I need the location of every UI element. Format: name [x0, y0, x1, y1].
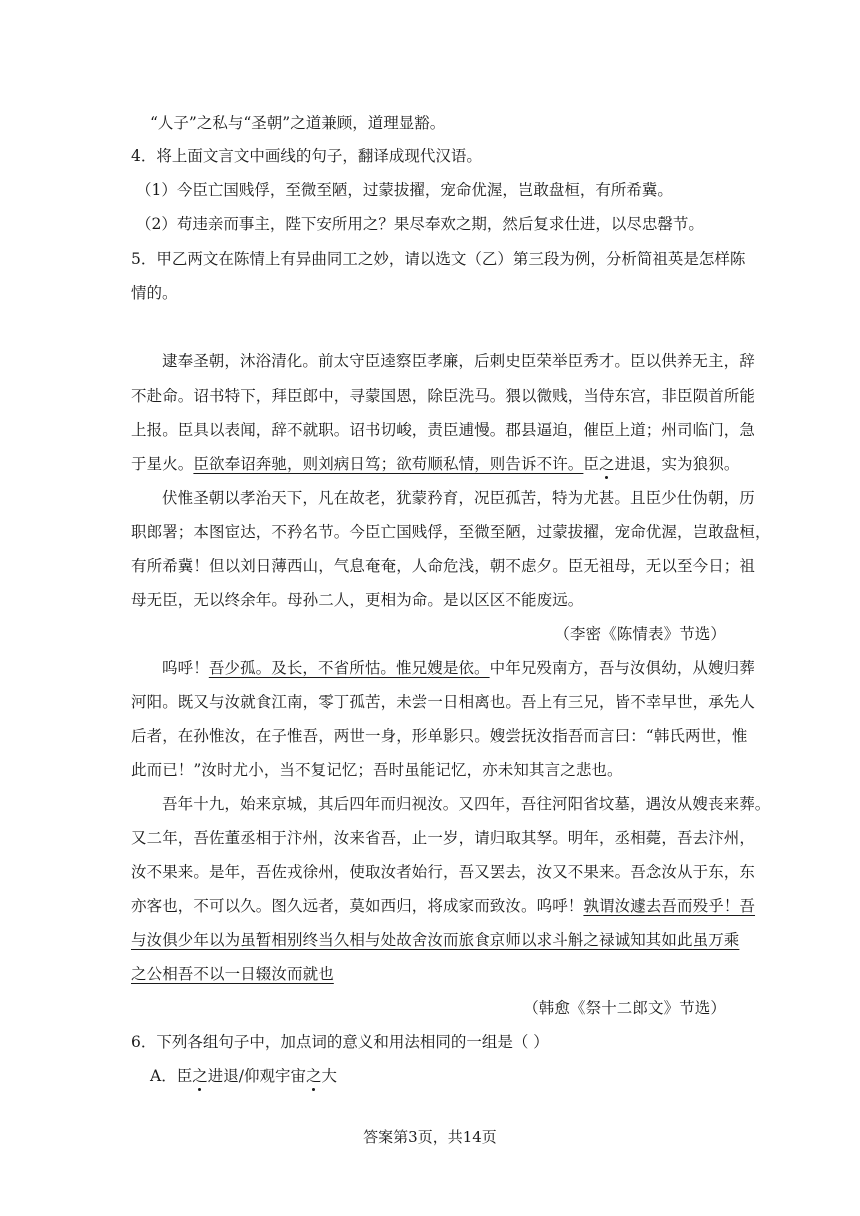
- passage-a-line-underlined: [131, 454, 739, 474]
- question-4-item-2: （2）苟违亲而事主，陛下安所用之？果尽奉欢之期，然后复求仕进，以尽忠罄节。: [136, 215, 704, 233]
- passage-b-line-underlined: [162, 658, 755, 678]
- passage-b-line: 汝不果来。是年，吾佐戎徐州，使取汝者始行，吾又罢去，汝又不果来。吾念汝从于东，东: [131, 863, 756, 881]
- text-segment: 亦客也，不可以久。图久远者，莫如西归，将成家而致汝。呜呼！: [131, 897, 584, 915]
- underlined-sentence: 臣欲奉诏奔驰，则刘病日笃；欲苟顺私情，则告诉不许。: [193, 455, 584, 473]
- passage-b-line: 此而已！”汝时尤小，当不复记忆；吾时虽能记忆，亦未知其言之悲也。: [131, 761, 623, 779]
- passage-a-line: 母无臣，无以终余年。母孙二人，更相为命。是以区区不能废远。: [131, 591, 584, 609]
- passage-b-line: 后者，在孙惟汝，在子惟吾，两世一身，形单影只。嫂尝抚汝指吾而言曰：“韩氏两世，惟: [131, 727, 748, 745]
- text-segment: 臣: [176, 1067, 193, 1085]
- dotted-word: 之: [305, 1067, 322, 1085]
- question-4-item-1: （1）今臣亡国贱俘，至微至陋，过蒙拔擢，宠命优渥，岂敢盘桓，有所希冀。: [136, 181, 673, 199]
- page-footer: 答案第3页，共14页: [363, 1128, 497, 1146]
- text-segment: 大: [321, 1067, 337, 1085]
- top-note: “人子”之私与“圣朝”之道兼顾，道理显豁。: [150, 114, 446, 132]
- question-6-prompt: 6．下列各组句子中，加点词的意义和用法相同的一组是（ ）: [131, 1033, 549, 1051]
- text-segment: 于星火。: [131, 455, 194, 473]
- text-segment: 进退，实为狼狈。: [614, 455, 740, 473]
- passage-a-source: （李密《陈情表》节选）: [554, 625, 726, 643]
- dotted-word: 之: [192, 1067, 208, 1085]
- passage-a-line: 不赴命。诏书特下，拜臣郎中，寻蒙国恩，除臣洗马。猥以微贱，当侍东宫，非臣陨首所能: [131, 387, 756, 405]
- passage-a-line: 上报。臣具以表闻，辞不就职。诏书切峻，责臣逋慢。郡县逼迫，催臣上道；州司临门，急: [131, 421, 756, 439]
- underlined-sentence: 与汝俱少年以为虽暂相别终当久相与处故舍汝而旅食京师以求斗斛之禄诚知其如此虽万乘: [131, 931, 740, 949]
- passage-a-line: 伏惟圣朝以孝治天下，凡在故老，犹蒙矜育，况臣孤苦，特为尤甚。且臣少仕伪朝，历: [162, 489, 755, 507]
- underlined-sentence: 之公相吾不以一日辍汝而就也: [131, 965, 334, 983]
- text-segment: 中年兄殁南方，吾与汝俱幼，从嫂归葬: [489, 659, 755, 677]
- text-segment: 呜呼！: [162, 659, 209, 677]
- question-5-line-2: 情的。: [131, 284, 178, 302]
- passage-b-source: （韩愈《祭十二郎文》节选）: [523, 999, 726, 1017]
- passage-a-line: 有所希冀！但以刘日薄西山，气息奄奄，人命危浅，朝不虑夕。臣无祖母，无以至今日；祖: [131, 557, 756, 575]
- passage-b-line-underlined: [131, 896, 755, 916]
- question-5-line-1: 5．甲乙两文在陈情上有异曲同工之妙，请以选文（乙）第三段为例，分析简祖英是怎样陈: [131, 250, 746, 268]
- underlined-sentence: 孰谓汝遽去吾而殁乎！吾: [583, 897, 756, 915]
- passage-b-line: 河阳。既又与汝就食江南，零丁孤苦，未尝一日相离也。吾上有三兄，皆不幸早世，承先人: [131, 693, 756, 711]
- option-label: A．: [150, 1067, 177, 1085]
- question-4-prompt: 4．将上面文言文中画线的句子，翻译成现代汉语。: [131, 147, 482, 165]
- dotted-word: 之: [599, 455, 615, 473]
- passage-a-line: 职郎署；本图宦达，不矜名节。今臣亡国贱俘，至微至陋，过蒙拔擢，宠命优渥，岂敢盘桓，: [131, 523, 771, 541]
- text-segment: 进退/仰观宇宙: [207, 1067, 306, 1085]
- passage-b-line: 吾年十九，始来京城，其后四年而归视汝。又四年，吾往河阳省坟墓，遇汝从嫂丧来葬。: [162, 795, 771, 813]
- underlined-sentence: 吾少孤。及长，不省所怙。惟兄嫂是依。: [208, 659, 490, 677]
- text-segment: 臣: [583, 455, 600, 473]
- passage-b-line: 又二年，吾佐董丞相于汴州，汝来省吾，止一岁，请归取其孥。明年，丞相薨，吾去汴州，: [131, 829, 756, 847]
- question-6-option-a: [150, 1066, 337, 1086]
- passage-a-line: 逮奉圣朝，沐浴清化。前太守臣逵察臣孝廉，后刺史臣荣举臣秀才。臣以供养无主，辞: [162, 352, 755, 370]
